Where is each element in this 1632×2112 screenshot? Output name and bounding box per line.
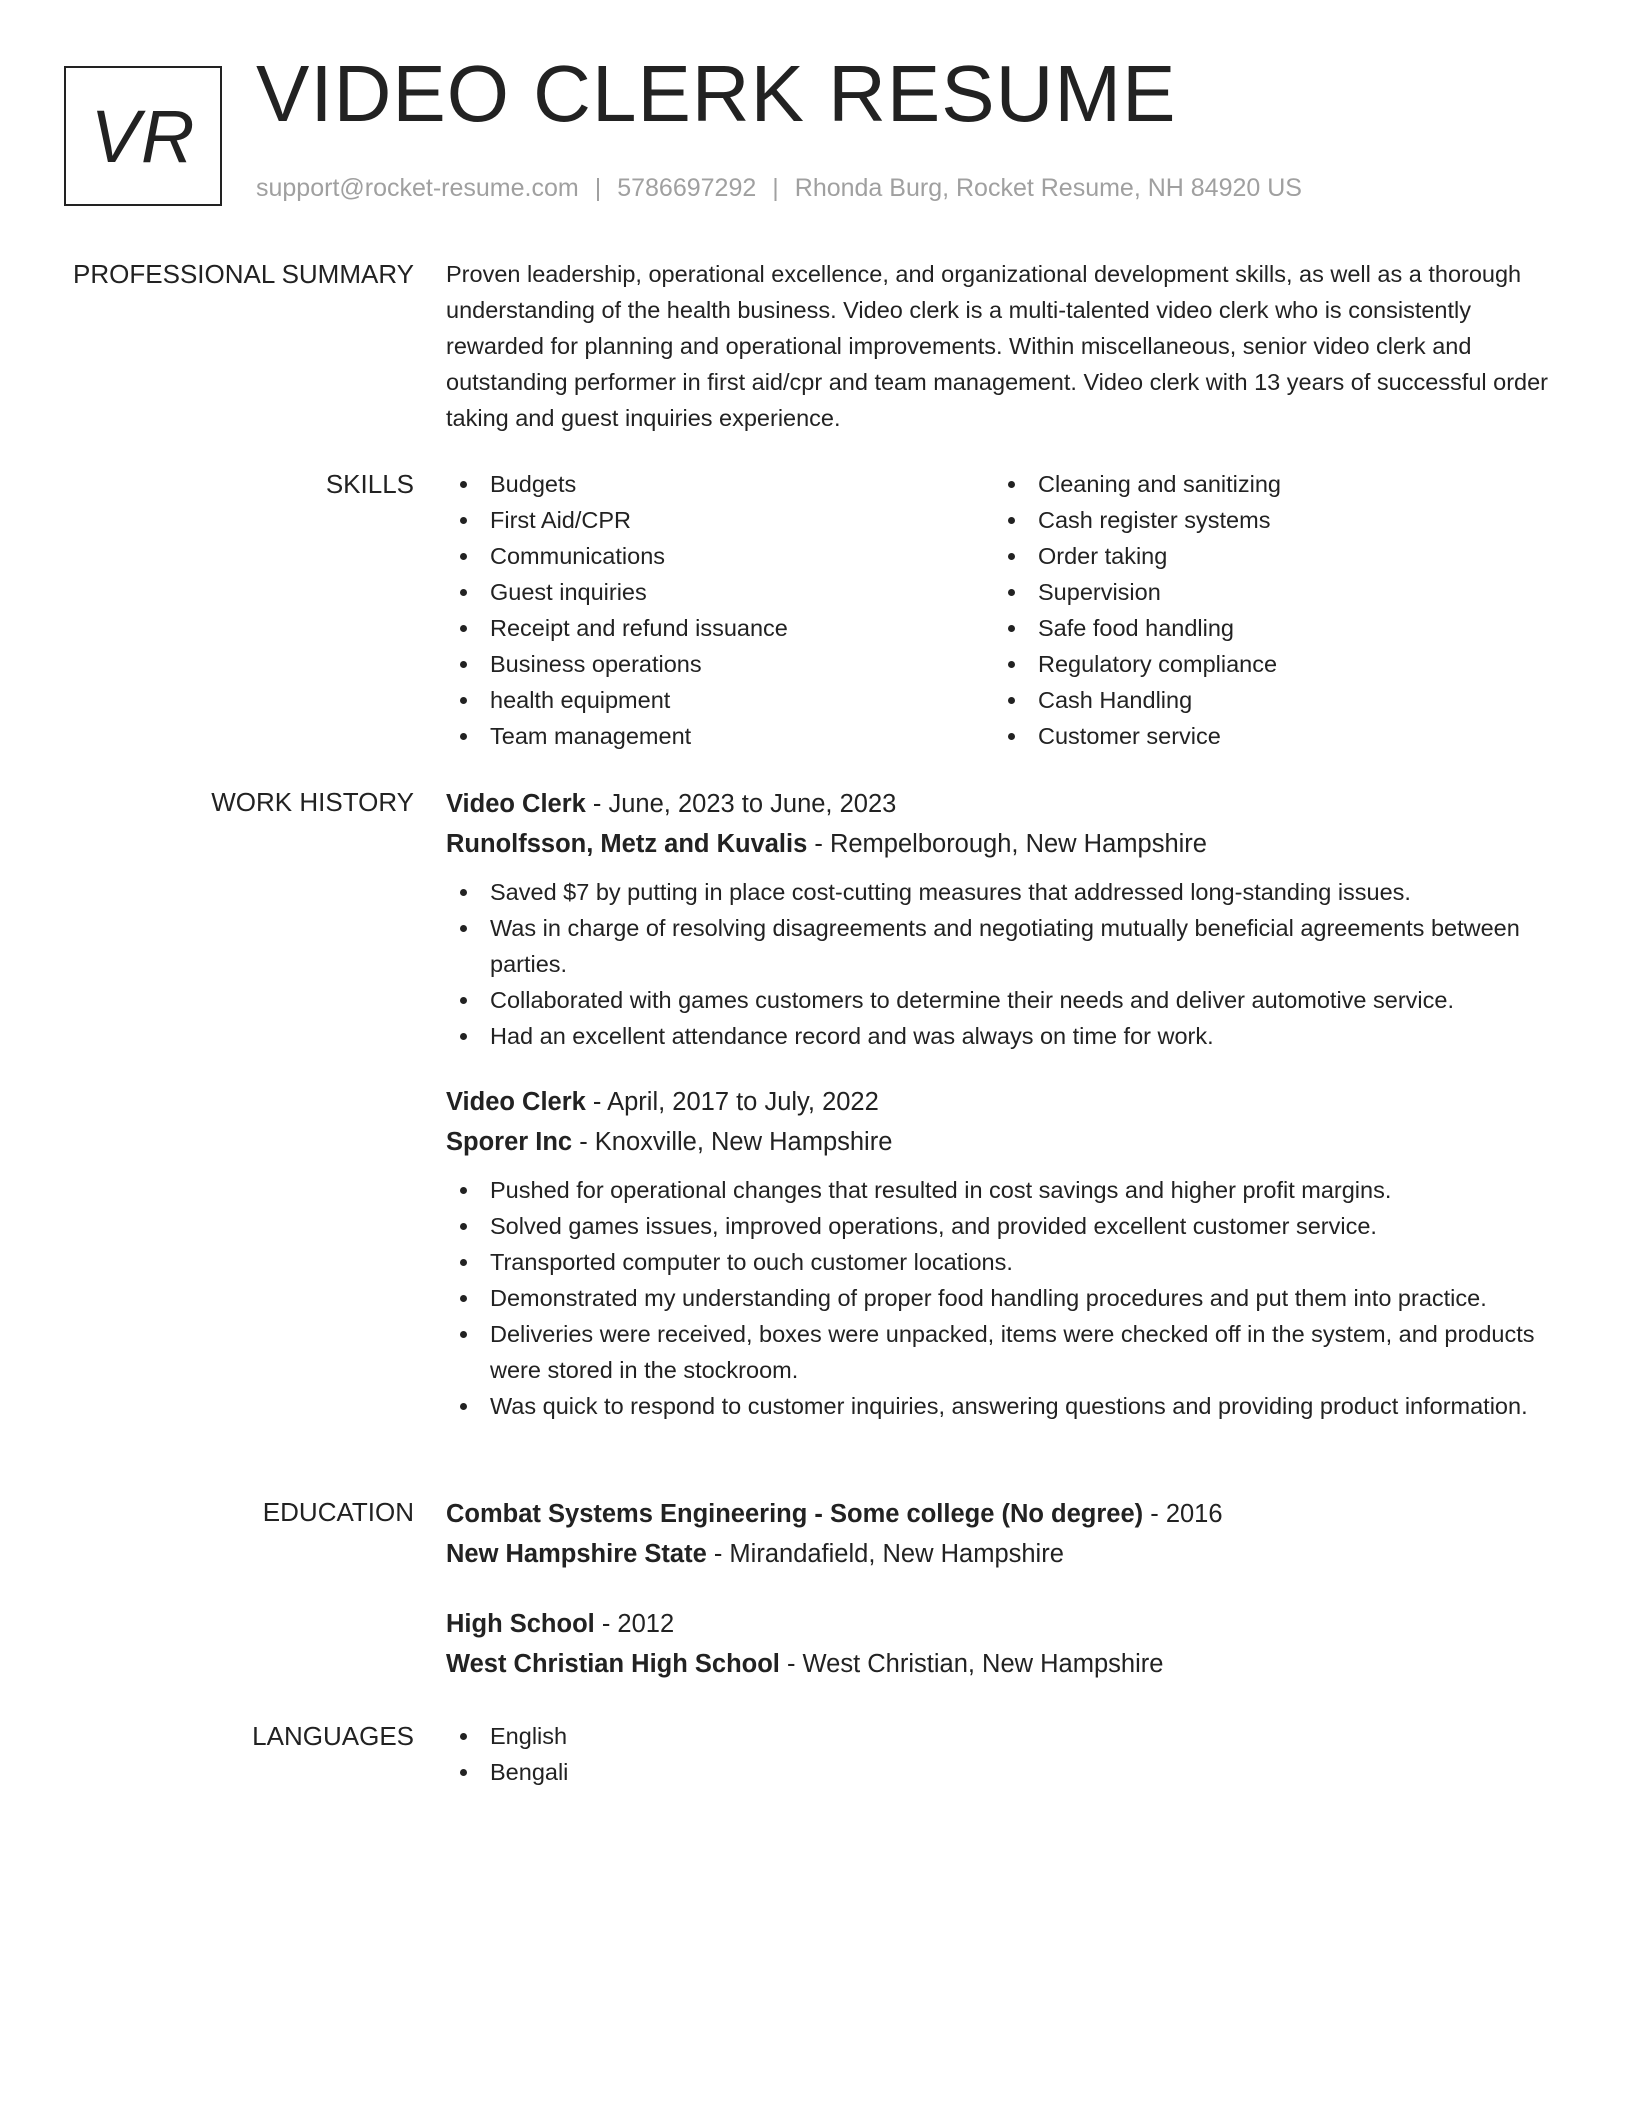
- job-bullet: Was quick to respond to customer inquiries, answering questions and providing product information.: [446, 1388, 1562, 1424]
- skills-heading: SKILLS: [325, 469, 414, 499]
- education-entry: [446, 1494, 1562, 1574]
- work-history-heading: WORK HISTORY: [211, 787, 414, 817]
- skill-item: Budgets: [446, 466, 994, 502]
- summary-text: Proven leadership, operational excellence, and organizational development skills, as well as a thorough understanding of the health business. Video clerk is a multi-talented video clerk who is consistently rewarded for planning and operational improvements. Within miscellaneous, senior video clerk and outstanding performer in first aid/cpr and team management. Video clerk with 13 years of successful order taking and guest inquiries experience.: [446, 261, 1548, 431]
- job-company: Sporer Inc: [446, 1128, 573, 1156]
- skill-item: Team management: [446, 718, 994, 754]
- skill-item: Business operations: [446, 646, 994, 682]
- work-history-body: [446, 784, 1562, 1424]
- job-dates: - June, 2023 to June, 2023: [585, 790, 897, 818]
- skills-body: [446, 466, 1562, 754]
- languages-heading: LANGUAGES: [252, 1721, 414, 1751]
- skill-item: Customer service: [994, 718, 1542, 754]
- skill-item: Guest inquiries: [446, 574, 994, 610]
- contact-separator: |: [772, 174, 779, 202]
- language-item: English: [446, 1718, 1562, 1754]
- job-title: Video Clerk: [446, 1088, 586, 1116]
- job-bullet: Solved games issues, improved operations, and provided excellent customer service.: [446, 1208, 1562, 1244]
- skill-item: Safe food handling: [994, 610, 1542, 646]
- skills-list-left: [446, 466, 994, 754]
- resume-title: VIDEO CLERK RESUME: [256, 49, 1177, 138]
- monogram-logo: [64, 66, 222, 206]
- skill-item: Cash Handling: [994, 682, 1542, 718]
- skill-item: health equipment: [446, 682, 994, 718]
- education-degree: High School: [446, 1610, 595, 1638]
- job-bullet-list: [446, 1172, 1562, 1424]
- job-bullet: Had an excellent attendance record and was always on time for work.: [446, 1018, 1562, 1054]
- job-title: Video Clerk: [446, 790, 586, 818]
- summary-body: [446, 256, 1562, 436]
- education-school: New Hampshire State: [446, 1540, 707, 1568]
- education-heading: EDUCATION: [262, 1497, 414, 1527]
- skill-item: Cleaning and sanitizing: [994, 466, 1542, 502]
- job-company-line: [446, 1122, 1562, 1162]
- contact-phone: 5786697292: [617, 174, 757, 202]
- job-company-line: [446, 824, 1562, 864]
- languages-body: [446, 1718, 1562, 1790]
- contact-address: Rhonda Burg, Rocket Resume, NH 84920 US: [794, 174, 1302, 202]
- contact-email: support@rocket-resume.com: [256, 174, 579, 202]
- skill-item: Cash register systems: [994, 502, 1542, 538]
- job-bullet: Deliveries were received, boxes were unpacked, items were checked off in the system, and products were stored in the stockroom.: [446, 1316, 1562, 1388]
- job-bullet: Pushed for operational changes that resulted in cost savings and higher profit margins.: [446, 1172, 1562, 1208]
- job-location: - Rempelborough, New Hampshire: [807, 830, 1207, 858]
- job-title-line: [446, 784, 1562, 824]
- education-location: - West Christian, New Hampshire: [779, 1650, 1164, 1678]
- skill-item: Order taking: [994, 538, 1542, 574]
- education-degree-line: [446, 1604, 1562, 1644]
- job-dates: - April, 2017 to July, 2022: [585, 1088, 879, 1116]
- education-school: West Christian High School: [446, 1650, 780, 1678]
- education-year: - 2012: [594, 1610, 675, 1638]
- skill-item: Regulatory compliance: [994, 646, 1542, 682]
- education-degree-line: [446, 1494, 1562, 1534]
- education-degree: Combat Systems Engineering - Some college (No degree): [446, 1500, 1144, 1528]
- job-bullet: Saved $7 by putting in place cost-cutting measures that addressed long-standing issues.: [446, 874, 1562, 910]
- languages-list: [446, 1718, 1562, 1790]
- job-bullet: Demonstrated my understanding of proper food handling procedures and put them into practice.: [446, 1280, 1562, 1316]
- language-item: Bengali: [446, 1754, 1562, 1790]
- education-school-line: [446, 1534, 1562, 1574]
- job-entry: [446, 1082, 1562, 1424]
- job-bullet-list: [446, 874, 1562, 1054]
- skill-item: First Aid/CPR: [446, 502, 994, 538]
- job-company: Runolfsson, Metz and Kuvalis: [446, 830, 808, 858]
- education-location: - Mirandafield, New Hampshire: [706, 1540, 1064, 1568]
- skills-list-right: [994, 466, 1542, 754]
- monogram-text: VR: [90, 94, 196, 178]
- job-bullet: Was in charge of resolving disagreements and negotiating mutually beneficial agreements between parties.: [446, 910, 1562, 982]
- job-location: - Knoxville, New Hampshire: [572, 1128, 893, 1156]
- summary-heading: PROFESSIONAL SUMMARY: [73, 259, 414, 289]
- education-entry: [446, 1604, 1562, 1684]
- contact-line: [256, 174, 1302, 203]
- education-school-line: [446, 1644, 1562, 1684]
- job-bullet: Collaborated with games customers to determine their needs and deliver automotive service.: [446, 982, 1562, 1018]
- skill-item: Supervision: [994, 574, 1542, 610]
- education-year: - 2016: [1143, 1500, 1223, 1528]
- job-title-line: [446, 1082, 1562, 1122]
- contact-separator: |: [594, 174, 602, 202]
- skill-item: Communications: [446, 538, 994, 574]
- skill-item: Receipt and refund issuance: [446, 610, 994, 646]
- job-entry: [446, 784, 1562, 1054]
- education-body: [446, 1494, 1562, 1684]
- job-bullet: Transported computer to ouch customer locations.: [446, 1244, 1562, 1280]
